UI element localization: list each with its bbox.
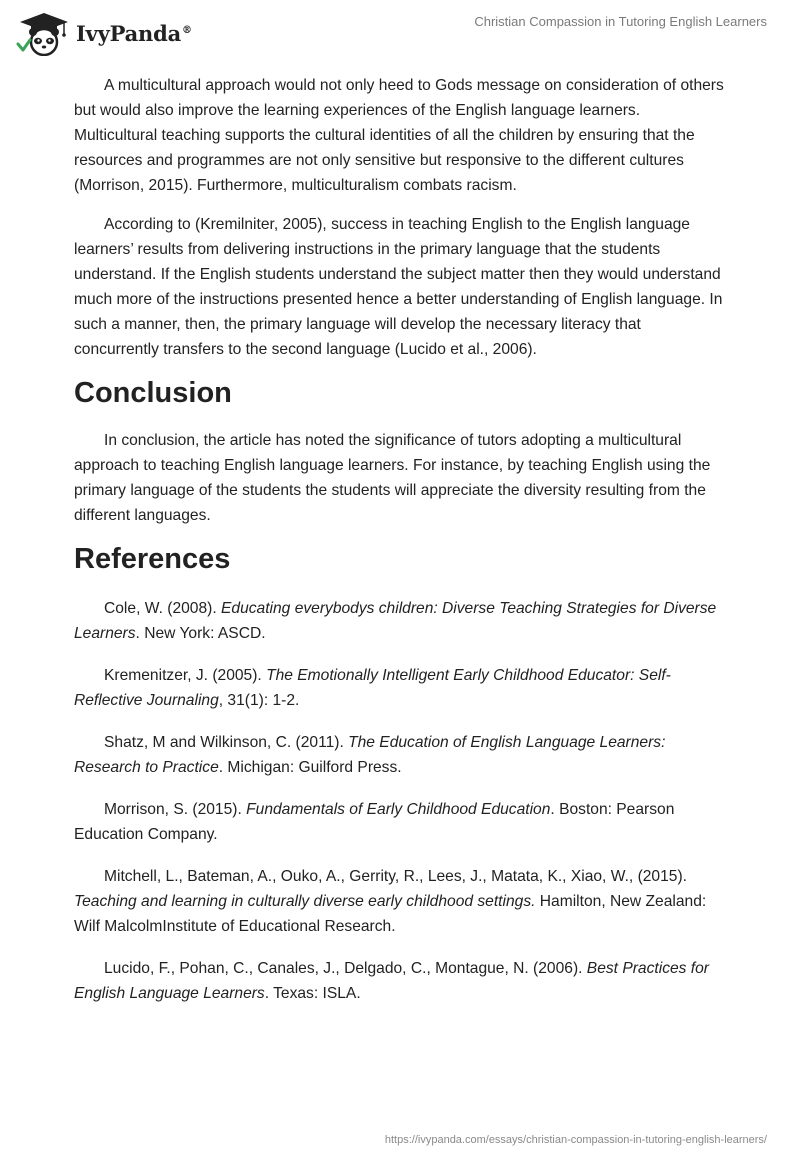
page-header [0, 0, 800, 70]
body-paragraph: A multicultural approach would not only heed to Gods message on consideration of others but would also improve the learning experiences of the English language learners. Multicultural teaching supports the cultural identities of all the children by ensuring that the resources and programmes are not only sensitive but responsive to the different cultures (Morrison, 2015). Furthermore, multiculturalism combats racism. [74, 77, 724, 194]
reference-list [74, 596, 724, 1006]
reference-item: Shatz, M and Wilkinson, C. (2011). The Education of English Language Learners: Research to Practice. Michigan: Guilford Press. [74, 734, 666, 776]
conclusion-heading: Conclusion [74, 377, 232, 409]
essay-content [74, 70, 724, 1023]
document-title: Christian Compassion in Tutoring English Learners [474, 14, 767, 29]
reference-item: Mitchell, L., Bateman, A., Ouko, A., Gerrity, R., Lees, J., Matata, K., Xiao, W., (2015). Teaching and learning in culturally diverse early childhood settings. Hamilton, New Zealand: Wilf MalcolmInstitute of Educational Research. [74, 868, 707, 935]
brand-name: IvyPanda® [76, 20, 192, 46]
reference-item: Cole, W. (2008). Educating everybodys children: Diverse Teaching Strategies for Diverse Learners. New York: ASCD. [74, 600, 717, 642]
reference-item: Morrison, S. (2015). Fundamentals of Early Childhood Education. Boston: Pearson Education Company. [74, 801, 675, 843]
reference-item: Lucido, F., Pohan, C., Canales, J., Delgado, C., Montague, N. (2006). Best Practices for English Language Learners. Texas: ISLA. [74, 960, 709, 1002]
reference-item: Kremenitzer, J. (2005). The Emotionally Intelligent Early Childhood Educator: Self-Reflective Journaling, 31(1): 1-2. [74, 667, 671, 709]
brand-logo[interactable] [14, 10, 192, 56]
conclusion-paragraph: In conclusion, the article has noted the significance of tutors adopting a multicultural approach to teaching English language learners. For instance, by teaching English using the primary language of the students the students will appreciate the diversity resulting from the different languages. [74, 432, 711, 524]
panda-graduate-icon [14, 10, 70, 56]
body-paragraph: According to (Kremilniter, 2005), success in teaching English to the English language learners’ results from delivering instructions in the primary language that the students understand. If the English students understand the subject matter then they would understand much more of the instructions presented hence a better understanding of English language. In such a manner, then, the primary language will develop the necessary literacy that concurrently transfers to the second language (Lucido et al., 2006). [74, 216, 723, 358]
source-url-link[interactable]: https://ivypanda.com/essays/christian-compassion-in-tutoring-english-learners/ [384, 1134, 767, 1146]
references-heading: References [74, 543, 231, 575]
